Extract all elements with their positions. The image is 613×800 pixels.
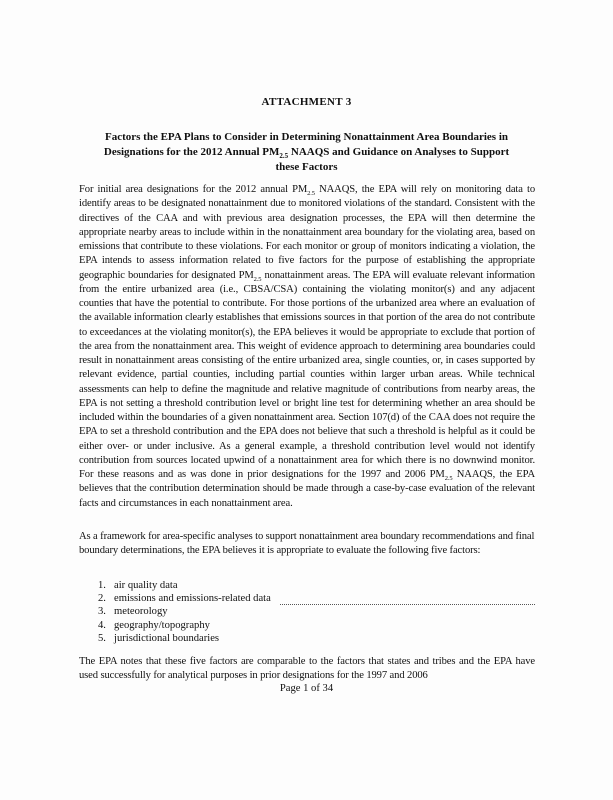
- factors-list: [98, 579, 398, 645]
- para1-text-c: nonattainment areas. The EPA will evaluate relevant information from the entire urbanized area (i.e., CBSA/CSA) containing the violating monitor(s) and any adjacent counties that have the potential to contribute. For those portions of the urbanized area where an evaluation of the available information clearly establishes that emissions sources in that portion of the area do not contribute to exceedances at the violating monitor(s), the EPA believes it would be appropriate to exclude that portion of the area from the nonattainment area. This weight of evidence approach to determining area boundaries could result in nonattainment areas consisting of the entire urbanized area, single counties, or, in cases supported by relevant evidence, partial counties, including partial counties within larger urban areas. While technical assessments can help to define the magnitude and relative magnitude of contributions from nearby areas, the EPA is not setting a threshold contribution level or bright line test for determining whether an area should be included within the boundaries of a given nonattainment area. Section 107(d) of the CAA does not require the EPA to set a threshold contribution and the EPA does not believe that such a threshold is helpful as it could be either over- or under inclusive. As a general example, a threshold contribution level would not identify contribution from sources located upwind of a nonattainment area for which there is no downwind monitor. For these reasons and as was done in prior designations for the 1997 and 2006 PM: [79, 269, 535, 480]
- para1-sub-a: 2.5: [307, 190, 315, 198]
- body-paragraph-3: The EPA notes that these five factors are comparable to the factors that states and tribes and the EPA have used successfully for analytical purposes in prior designations for the 1997 and 2006: [79, 656, 535, 682]
- para1-text-d: NAAQS, the EPA believes that the contribution determination should be made through a case-by-case evaluation of the relevant facts and circumstances in each nonattainment area.: [79, 469, 535, 509]
- title-line-2-pre: Designations for the 2012 Annual PM: [103, 146, 280, 158]
- para1-sub-b: 2.5: [253, 275, 262, 283]
- list-item-label: air quality data: [114, 580, 178, 591]
- list-item-number: 2.: [98, 593, 106, 605]
- title-line-2: [72, 145, 541, 160]
- list-item: [98, 619, 398, 632]
- title-line-1: Factors the EPA Plans to Consider in Determining Nonattainment Area Boundaries in: [104, 131, 509, 143]
- list-item: [98, 605, 398, 618]
- list-item-number: 1.: [98, 580, 106, 591]
- list-item-label: meteorology: [114, 606, 168, 618]
- title-line-2-post: NAAQS and Guidance on Analyses to Support: [288, 146, 510, 158]
- body-paragraph-1: [79, 183, 535, 511]
- list-item-number: 5.: [98, 632, 106, 644]
- para1-text-b: NAAQS, the EPA will rely on monitoring data to identify areas to be designated nonattainment due to monitored violations of the standard. Consistent with the directives of the CAA and with previous area designation processes, the EPA will then determine the appropriate nearby areas to include within in the nonattainment area boundary for the violating area, based on emissions that contribute to these violations. For each monitor or group of monitors indicating a violation, the EPA intends to assess information related to five factors for the purpose of establishing the appropriate geographic boundaries for designated PM: [79, 184, 535, 281]
- para1-text-a: For initial area designations for the 2012 annual PM: [79, 184, 308, 195]
- list-item-number: 4.: [98, 619, 106, 631]
- list-item-label: emissions and emissions-related data: [114, 593, 271, 605]
- list-item: [98, 579, 398, 592]
- title-line-2-sub: 2.5: [279, 152, 289, 161]
- page-number: Page 1 of 34: [279, 683, 334, 694]
- para1-sub-c: 2.5: [444, 475, 453, 483]
- attachment-heading: ATTACHMENT 3: [261, 96, 352, 108]
- list-item-number: 3.: [98, 606, 106, 618]
- dotted-leader-line: [280, 604, 535, 605]
- title-line-3: these Factors: [275, 161, 338, 173]
- list-item: [98, 632, 398, 645]
- list-item-label: geography/topography: [114, 619, 210, 631]
- body-paragraph-2: As a framework for area-specific analyses to support nonattainment area boundary recommendations and final boundary determinations, the EPA believes it is appropriate to evaluate the following five factors:: [79, 531, 535, 557]
- list-item-label: jurisdictional boundaries: [114, 632, 220, 644]
- document-title: [72, 130, 541, 175]
